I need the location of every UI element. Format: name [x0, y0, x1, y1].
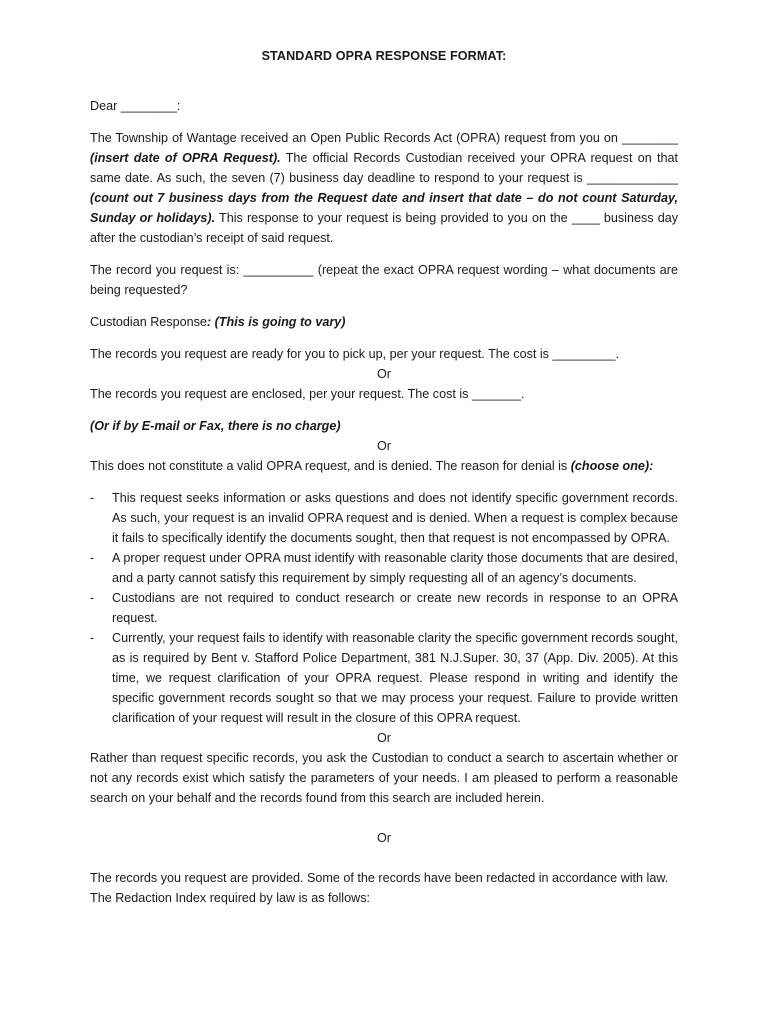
redaction-index-line: The Redaction Index required by law is as follows:: [90, 891, 371, 905]
custodian-response-note: : (This is going to vary): [206, 315, 346, 329]
or-separator-1: Or: [377, 367, 391, 381]
salutation: Dear ________:: [90, 99, 181, 113]
list-item-text: Custodians are not required to conduct research or create new records in response to an OPRA request.: [112, 591, 678, 625]
list-item: [90, 628, 678, 728]
denial-choose-note: (choose one):: [570, 459, 654, 473]
list-item-text: A proper request under OPRA must identify with reasonable clarity those documents that are desired, and a party cannot satisfy this requirement by simply requesting all of an agency’s documents.: [112, 551, 678, 585]
option-enclosed: The records you request are enclosed, per your request. The cost is _______.: [90, 387, 525, 401]
or-separator-3: Or: [377, 731, 391, 745]
bullet-dash: -: [90, 631, 95, 645]
intro-text-2: The official Records Custodian received your OPRA request on that same date. As such, the seven (7) business day deadline to respond to your request is _____________: [90, 151, 679, 185]
denial-text: This does not constitute a valid OPRA request, and is denied. The reason for denial is: [90, 459, 571, 473]
list-item-text: Currently, your request fails to identify with reasonable clarity the specific government records sought, as is required by Bent v. Stafford Police Department, 381 N.J.Super. 30, 37 (App. Div. 2005). At this time, we request clarification of your OPRA request. Please respond in writing and identify the specific government records sought so that we may process your request. Failure to provide written clarification of your request will result in the closure of this OPRA request.: [112, 631, 678, 725]
redaction-paragraph: The records you request are provided. Some of the records have been redacted in accordance with law.: [90, 871, 669, 885]
custodian-response-heading: [90, 312, 678, 332]
bullet-dash: -: [90, 591, 95, 605]
or-separator-4: Or: [377, 831, 391, 845]
intro-count-days-note: (count out 7 business days from the Request date and insert that date – do not count Saturday, Sunday or holidays).: [90, 191, 678, 225]
list-item: [90, 588, 678, 628]
list-item: [90, 548, 678, 588]
denial-paragraph: [90, 456, 678, 476]
intro-text-3: This response to your request is being provided to you on the ____ business day after the custodian’s receipt of said request.: [90, 211, 678, 245]
bullet-dash: -: [90, 551, 95, 565]
list-item-text: This request seeks information or asks questions and does not identify specific government records. As such, your request is an invalid OPRA request and is denied. When a request is complex because it fails to specifically identify the documents sought, then that request is not encompassed by OPRA.: [112, 491, 678, 545]
or-separator-2: Or: [377, 439, 391, 453]
option-pickup: The records you request are ready for you to pick up, per your request. The cost is _________.: [90, 347, 620, 361]
search-paragraph: Rather than request specific records, you ask the Custodian to conduct a search to ascertain whether or not any records exist which satisfy the parameters of your needs. I am pleased to perform a reasonable search on your behalf and the records found from this search are included herein.: [90, 751, 678, 805]
list-item: [90, 488, 678, 548]
bullet-dash: -: [90, 491, 95, 505]
document-body: [90, 46, 678, 908]
email-fax-note: (Or if by E-mail or Fax, there is no charge): [90, 419, 341, 433]
intro-insert-date-note: (insert date of OPRA Request).: [90, 151, 281, 165]
intro-text-1: The Township of Wantage received an Open Public Records Act (OPRA) request from you on ________: [90, 131, 678, 145]
custodian-response-label: Custodian Response: [90, 315, 207, 329]
record-request-paragraph: The record you request is: __________ (repeat the exact OPRA request wording – what documents are being requested?: [90, 263, 678, 297]
denial-reasons-list: [90, 488, 678, 728]
document-title: STANDARD OPRA RESPONSE FORMAT:: [261, 49, 507, 63]
intro-paragraph: [90, 128, 678, 248]
